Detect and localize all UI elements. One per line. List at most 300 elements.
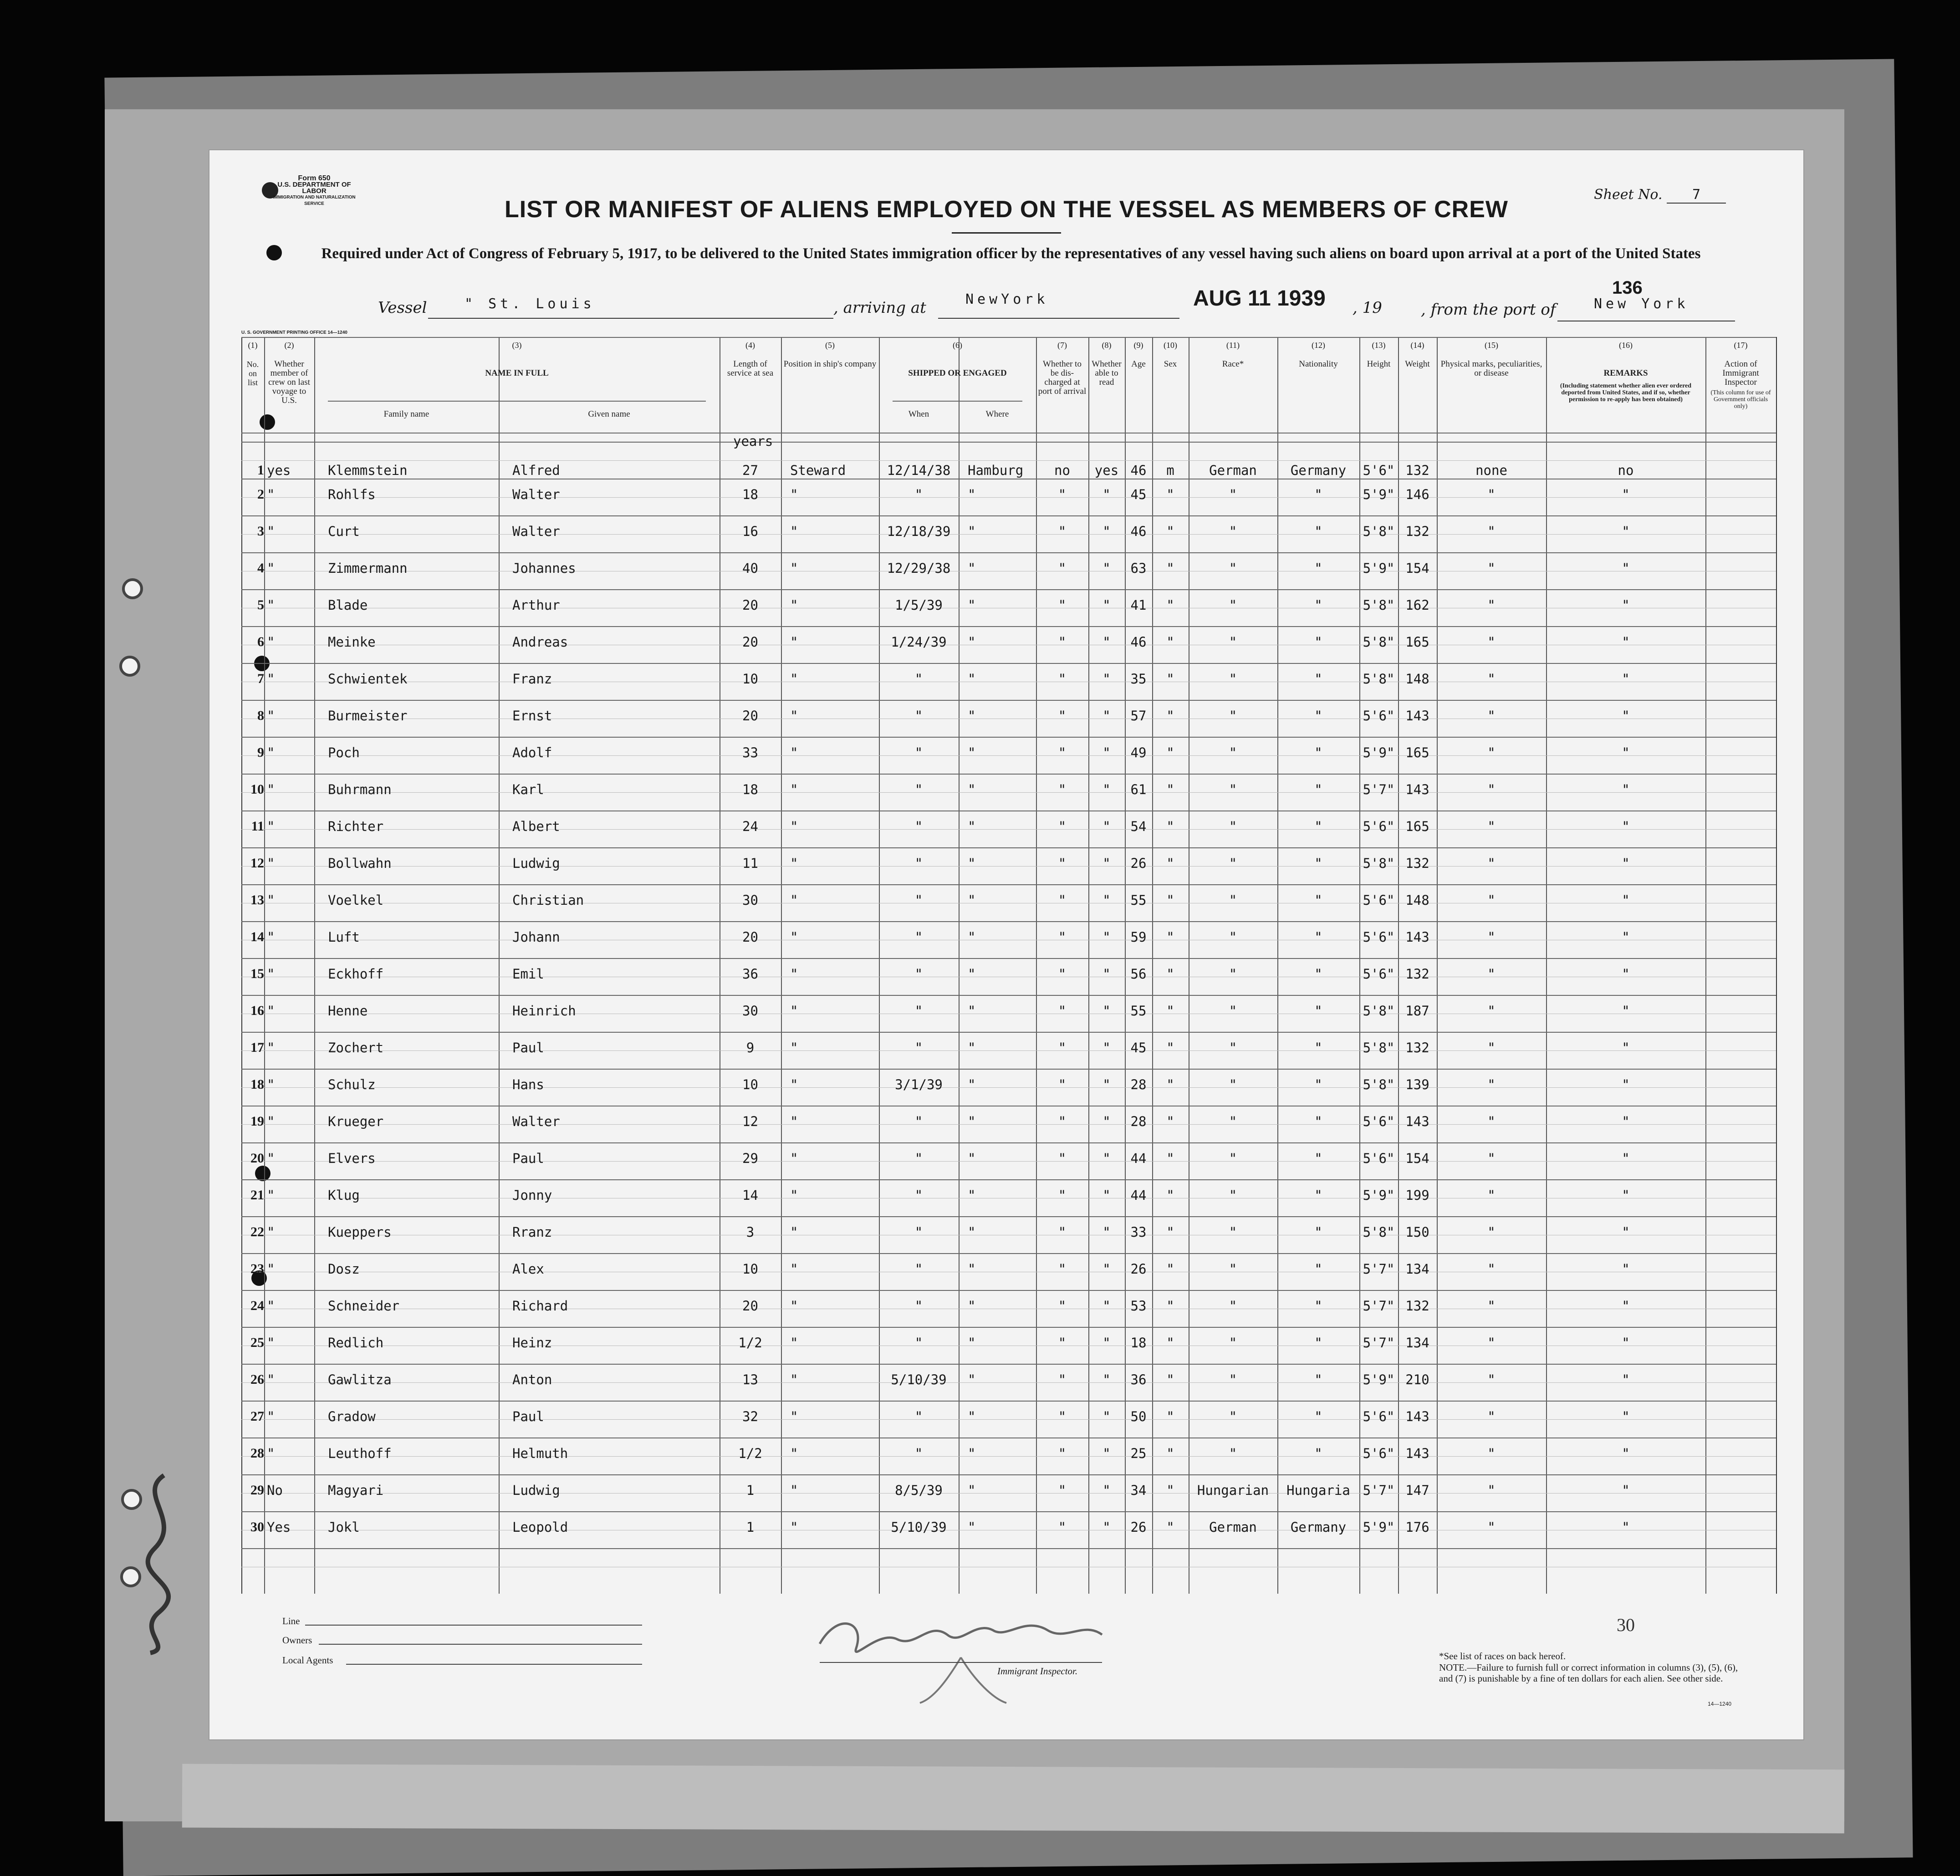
table-cell-family: Rohlfs <box>328 487 376 502</box>
table-cell-remarks: " <box>1622 1335 1630 1351</box>
table-cell-nat: " <box>1314 1003 1322 1019</box>
table-cell-position: " <box>790 634 798 650</box>
table-cell-remarks: " <box>1622 892 1630 908</box>
table-cell-when: " <box>914 892 923 908</box>
table-cell-race: " <box>1229 671 1237 687</box>
vessel-line <box>378 278 1735 323</box>
table-cell-read: " <box>1102 819 1111 834</box>
table-cell-given: Franz <box>512 671 552 687</box>
table-cell-service: 9 <box>746 1040 755 1055</box>
table-cell-disch: " <box>1058 1261 1067 1277</box>
table-cell-service: 1/2 <box>738 1446 762 1461</box>
table-cell-disch: " <box>1058 892 1067 908</box>
table-cell-remarks: " <box>1622 929 1630 945</box>
table-cell-remarks: " <box>1622 1483 1630 1498</box>
table-cell-remarks: " <box>1622 1372 1630 1387</box>
table-cell-no: 19 <box>250 1114 264 1129</box>
table-cell-marks: " <box>1487 745 1496 760</box>
table-cell-position: " <box>790 1003 798 1019</box>
table-cell-weight: 139 <box>1405 1077 1429 1092</box>
table-cell-where: Hamburg <box>968 463 1024 478</box>
grid-column-line <box>314 337 315 1594</box>
column-subnote-inspector: (This column for use of Government officials only) <box>1710 389 1771 410</box>
table-cell-read: " <box>1102 1003 1111 1019</box>
table-cell-given: Albert <box>512 819 560 834</box>
table-cell-remarks: " <box>1622 819 1630 834</box>
grid-row-line <box>241 1364 1776 1365</box>
table-cell-remarks: " <box>1622 1224 1630 1240</box>
column-header-c6: SHIPPED OR ENGAGED <box>908 368 1007 378</box>
table-cell-family: Krueger <box>328 1114 384 1129</box>
table-cell-nat: " <box>1314 708 1322 724</box>
table-cell-where: " <box>968 856 976 871</box>
table-cell-race: " <box>1229 966 1237 982</box>
column-header-c16: REMARKS <box>1603 368 1648 378</box>
column-header-c3: NAME IN FULL <box>485 368 549 378</box>
table-cell-position: " <box>790 1335 798 1351</box>
table-cell-when: 12/18/39 <box>887 524 951 539</box>
binder-hole <box>266 245 282 260</box>
table-cell-given: Richard <box>512 1298 568 1314</box>
table-cell-marks: " <box>1487 782 1496 797</box>
table-cell-read: " <box>1102 487 1111 502</box>
table-cell-crew: " <box>267 1224 275 1240</box>
printing-office-line: U. S. GOVERNMENT PRINTING OFFICE 14—1240 <box>241 330 347 335</box>
table-cell-no: 9 <box>257 745 264 760</box>
table-cell-weight: 132 <box>1405 524 1429 539</box>
grid-row-line <box>241 1290 1776 1291</box>
table-cell-race: German <box>1209 463 1257 478</box>
owners-label: Owners <box>282 1635 312 1646</box>
table-cell-disch: " <box>1058 1151 1067 1166</box>
table-cell-height: 5'7" <box>1363 1335 1395 1351</box>
table-cell-position: " <box>790 1446 798 1461</box>
table-cell-remarks: " <box>1622 1409 1630 1424</box>
table-cell-weight: 147 <box>1405 1483 1429 1498</box>
table-cell-nat: " <box>1314 1446 1322 1461</box>
line-label: Line <box>282 1616 300 1626</box>
column-number-c2: (2) <box>284 341 294 350</box>
table-cell-height: 5'8" <box>1363 1040 1395 1055</box>
table-cell-remarks: " <box>1622 745 1630 760</box>
table-cell-service: 16 <box>742 524 758 539</box>
table-cell-remarks: " <box>1622 1188 1630 1203</box>
table-cell-given: Andreas <box>512 634 568 650</box>
table-cell-disch: " <box>1058 1446 1067 1461</box>
table-cell-family: Blade <box>328 597 368 613</box>
table-cell-when: " <box>914 1040 923 1055</box>
table-cell-nat: Germany <box>1290 1519 1347 1535</box>
table-cell-when: 5/10/39 <box>891 1372 947 1387</box>
table-cell-remarks: " <box>1622 597 1630 613</box>
margin-handwritten-number: 30 <box>1617 1615 1635 1635</box>
page-subtitle: Required under Act of Congress of February 5, 1917, to be delivered to the United States immigration officer by the representatives of any vessel having such aliens on board upon arrival at a port of the United States <box>321 245 1701 262</box>
table-cell-when: " <box>914 1114 923 1129</box>
table-cell-sex: " <box>1166 1335 1174 1351</box>
table-cell-where: " <box>968 1409 976 1424</box>
table-cell-position: " <box>790 708 798 724</box>
grid-row-line <box>241 1179 1776 1180</box>
table-cell-given: Ludwig <box>512 1483 560 1498</box>
table-cell-sex: " <box>1166 1151 1174 1166</box>
table-cell-position: Steward <box>790 463 846 478</box>
table-cell-weight: 146 <box>1405 487 1429 502</box>
table-cell-crew: " <box>267 966 275 982</box>
table-cell-race: " <box>1229 597 1237 613</box>
table-cell-race: " <box>1229 708 1237 724</box>
table-cell-disch: " <box>1058 524 1067 539</box>
table-cell-family: Gawlitza <box>328 1372 392 1387</box>
table-cell-service: 13 <box>742 1372 758 1387</box>
table-cell-when: " <box>914 782 923 797</box>
column-header-c15: Physical marks, peculiarities, or disease <box>1440 359 1542 378</box>
grid-column-line <box>499 337 500 1594</box>
table-cell-disch: " <box>1058 708 1067 724</box>
table-cell-given: Johannes <box>512 561 576 576</box>
table-cell-family: Schulz <box>328 1077 376 1092</box>
table-cell-age: 26 <box>1130 1261 1147 1277</box>
table-cell-where: " <box>968 1188 976 1203</box>
vessel-label: Vessel <box>378 299 427 317</box>
table-cell-read: " <box>1102 929 1111 945</box>
table-cell-age: 28 <box>1130 1114 1147 1129</box>
local-agents-label: Local Agents <box>282 1655 333 1666</box>
table-cell-height: 5'7" <box>1363 1298 1395 1314</box>
table-cell-service: 20 <box>742 634 758 650</box>
column-number-c1: (1) <box>248 341 258 350</box>
table-cell-read: " <box>1102 1114 1111 1129</box>
table-cell-service: 20 <box>742 597 758 613</box>
table-cell-service: 10 <box>742 671 758 687</box>
table-cell-age: 33 <box>1130 1224 1147 1240</box>
table-cell-height: 5'9" <box>1363 487 1395 502</box>
table-cell-position: " <box>790 1188 798 1203</box>
from-port-label: , from the port of <box>1421 301 1556 319</box>
table-cell-family: Zochert <box>328 1040 384 1055</box>
table-cell-read: " <box>1102 1446 1111 1461</box>
table-cell-race: " <box>1229 1114 1237 1129</box>
year-label: , 19 <box>1353 299 1382 317</box>
table-cell-when: " <box>914 1446 923 1461</box>
title-divider <box>952 232 1061 234</box>
table-cell-read: " <box>1102 524 1111 539</box>
table-cell-weight: 143 <box>1405 929 1429 945</box>
table-cell-nat: " <box>1314 634 1322 650</box>
table-cell-marks: " <box>1487 819 1496 834</box>
table-cell-where: " <box>968 1519 976 1535</box>
table-cell-sex: " <box>1166 1040 1174 1055</box>
table-cell-weight: 134 <box>1405 1335 1429 1351</box>
table-cell-weight: 165 <box>1405 819 1429 834</box>
table-cell-crew: " <box>267 782 275 797</box>
table-cell-crew: " <box>267 671 275 687</box>
table-cell-given: Alfred <box>512 463 560 478</box>
table-cell-where: " <box>968 745 976 760</box>
table-cell-when: " <box>914 1003 923 1019</box>
grid-row-line <box>241 1511 1776 1512</box>
table-cell-sex: " <box>1166 745 1174 760</box>
table-cell-given: Jonny <box>512 1188 552 1203</box>
table-cell-read: " <box>1102 561 1111 576</box>
table-cell-given: Hans <box>512 1077 544 1092</box>
table-cell-where: " <box>968 1372 976 1387</box>
table-cell-height: 5'6" <box>1363 1409 1395 1424</box>
table-cell-no: 29 <box>250 1483 264 1498</box>
table-cell-sex: " <box>1166 597 1174 613</box>
table-cell-nat: " <box>1314 1188 1322 1203</box>
table-cell-given: Rranz <box>512 1224 552 1240</box>
table-cell-no: 8 <box>257 708 264 723</box>
column-header-c2: Whether member of crew on last voyage to U.S. <box>268 359 310 405</box>
table-cell-where: " <box>968 892 976 908</box>
grid-row-line <box>241 1142 1776 1143</box>
table-cell-family: Burmeister <box>328 708 408 724</box>
table-cell-where: " <box>968 1446 976 1461</box>
table-cell-service: 10 <box>742 1261 758 1277</box>
table-cell-when: " <box>914 819 923 834</box>
table-cell-race: " <box>1229 1151 1237 1166</box>
table-cell-given: Paul <box>512 1409 544 1424</box>
table-cell-given: Anton <box>512 1372 552 1387</box>
table-cell-where: " <box>968 1077 976 1092</box>
column-number-c14: (14) <box>1410 341 1424 350</box>
table-cell-race: " <box>1229 1040 1237 1055</box>
table-cell-service: 1 <box>746 1483 755 1498</box>
table-cell-no: 30 <box>250 1519 264 1534</box>
grid-row-line <box>241 1032 1776 1033</box>
table-cell-remarks: " <box>1622 782 1630 797</box>
table-cell-read: " <box>1102 1409 1111 1424</box>
grid-row-line <box>241 1327 1776 1328</box>
table-cell-sex: m <box>1166 463 1174 478</box>
table-cell-read: " <box>1102 671 1111 687</box>
column-header-c5: Position in ship's company <box>783 359 877 369</box>
table-cell-sex: " <box>1166 634 1174 650</box>
table-cell-service: 29 <box>742 1151 758 1166</box>
table-cell-disch: " <box>1058 782 1067 797</box>
table-cell-position: " <box>790 782 798 797</box>
table-cell-nat: " <box>1314 1298 1322 1314</box>
table-cell-disch: " <box>1058 1372 1067 1387</box>
table-cell-marks: " <box>1487 1224 1496 1240</box>
table-cell-remarks: " <box>1622 1261 1630 1277</box>
column-number-c12: (12) <box>1312 341 1325 350</box>
table-cell-given: Christian <box>512 892 584 908</box>
table-cell-disch: " <box>1058 819 1067 834</box>
table-cell-crew: " <box>267 1372 275 1387</box>
table-cell-marks: " <box>1487 892 1496 908</box>
column-number-c13: (13) <box>1372 341 1386 350</box>
table-cell-sex: " <box>1166 1372 1174 1387</box>
table-cell-family: Elvers <box>328 1151 376 1166</box>
table-cell-age: 44 <box>1130 1188 1147 1203</box>
table-cell-height: 5'7" <box>1363 782 1395 797</box>
table-cell-age: 35 <box>1130 671 1147 687</box>
table-cell-marks: " <box>1487 1040 1496 1055</box>
table-cell-race: " <box>1229 1409 1237 1424</box>
table-cell-weight: 143 <box>1405 1409 1429 1424</box>
table-cell-when: " <box>914 1261 923 1277</box>
table-cell-remarks: " <box>1622 1519 1630 1535</box>
header-group-rule <box>893 401 1022 402</box>
table-cell-when: 12/14/38 <box>887 463 951 478</box>
grid-row-line <box>241 700 1776 701</box>
arrival-date-stamp: AUG 11 1939 <box>1193 286 1326 311</box>
from-port: New York <box>1594 296 1689 312</box>
crew-manifest-form <box>209 150 1803 1739</box>
table-cell-crew: " <box>267 1188 275 1203</box>
grid-row-line <box>241 921 1776 922</box>
table-cell-race: " <box>1229 1446 1237 1461</box>
table-cell-read: " <box>1102 1335 1111 1351</box>
table-cell-crew: " <box>267 856 275 871</box>
table-cell-position: " <box>790 1261 798 1277</box>
table-cell-given: Heinrich <box>512 1003 576 1019</box>
table-cell-family: Poch <box>328 745 360 760</box>
table-cell-age: 59 <box>1130 929 1147 945</box>
table-cell-nat: " <box>1314 819 1322 834</box>
table-cell-age: 57 <box>1130 708 1147 724</box>
table-cell-service: 1 <box>746 1519 755 1535</box>
table-cell-age: 50 <box>1130 1409 1147 1424</box>
table-cell-weight: 143 <box>1405 708 1429 724</box>
sheet-number-label: Sheet No. <box>1594 187 1663 203</box>
column-number-c11: (11) <box>1226 341 1240 350</box>
table-cell-position: " <box>790 1151 798 1166</box>
table-cell-crew: " <box>267 1151 275 1166</box>
table-cell-nat: " <box>1314 487 1322 502</box>
table-cell-age: 49 <box>1130 745 1147 760</box>
table-cell-when: " <box>914 1224 923 1240</box>
table-cell-given: Adolf <box>512 745 552 760</box>
table-cell-age: 53 <box>1130 1298 1147 1314</box>
table-cell-weight: 162 <box>1405 597 1429 613</box>
table-cell-service: 24 <box>742 819 758 834</box>
table-cell-nat: " <box>1314 892 1322 908</box>
table-cell-where: " <box>968 1483 976 1498</box>
table-cell-service: 14 <box>742 1188 758 1203</box>
table-cell-when: " <box>914 1188 923 1203</box>
arriving-port: NewYork <box>965 291 1049 307</box>
table-cell-family: Eckhoff <box>328 966 384 982</box>
table-cell-when: " <box>914 856 923 871</box>
table-cell-nat: " <box>1314 1335 1322 1351</box>
table-cell-remarks: " <box>1622 966 1630 982</box>
table-cell-age: 55 <box>1130 1003 1147 1019</box>
table-cell-height: 5'8" <box>1363 1077 1395 1092</box>
table-cell-weight: 132 <box>1405 856 1429 871</box>
column-header-c9: Age <box>1131 359 1146 369</box>
table-cell-given: Walter <box>512 1114 560 1129</box>
grid-row-line <box>241 337 1776 338</box>
table-cell-when: " <box>914 1335 923 1351</box>
table-cell-marks: " <box>1487 1446 1496 1461</box>
grid-column-line <box>781 337 782 1594</box>
table-cell-height: 5'6" <box>1363 819 1395 834</box>
table-cell-remarks: " <box>1622 708 1630 724</box>
column-number-c7: (7) <box>1057 341 1067 350</box>
table-cell-disch: " <box>1058 1040 1067 1055</box>
table-cell-height: 5'6" <box>1363 463 1395 478</box>
table-cell-sex: " <box>1166 671 1174 687</box>
table-cell-family: Luft <box>328 929 360 945</box>
table-cell-disch: " <box>1058 1077 1067 1092</box>
table-cell-marks: " <box>1487 597 1496 613</box>
table-cell-where: " <box>968 708 976 724</box>
table-cell-disch: " <box>1058 1335 1067 1351</box>
table-cell-given: Emil <box>512 966 544 982</box>
background-sheet-bottom <box>182 1764 1844 1834</box>
table-cell-age: 28 <box>1130 1077 1147 1092</box>
table-cell-race: " <box>1229 634 1237 650</box>
table-cell-crew: " <box>267 1077 275 1092</box>
table-cell-marks: " <box>1487 1298 1496 1314</box>
table-cell-race: " <box>1229 1188 1237 1203</box>
table-cell-where: " <box>968 1335 976 1351</box>
table-cell-age: 55 <box>1130 892 1147 908</box>
table-cell-crew: " <box>267 1003 275 1019</box>
table-cell-no: 11 <box>251 819 264 834</box>
column-subheader-where: Where <box>985 409 1009 419</box>
table-cell-crew: " <box>267 1298 275 1314</box>
table-cell-given: Heinz <box>512 1335 552 1351</box>
table-cell-given: Ernst <box>512 708 552 724</box>
table-cell-sex: " <box>1166 1003 1174 1019</box>
table-cell-no: 22 <box>250 1224 264 1239</box>
table-cell-where: " <box>968 1040 976 1055</box>
table-cell-height: 5'8" <box>1363 856 1395 871</box>
table-cell-race: Hungarian <box>1197 1483 1269 1498</box>
table-cell-marks: " <box>1487 524 1496 539</box>
column-header-c10: Sex <box>1164 359 1177 369</box>
grid-row-line <box>241 663 1776 664</box>
page-title: LIST OR MANIFEST OF ALIENS EMPLOYED ON THE VESSEL AS MEMBERS OF CREW <box>505 196 1508 223</box>
table-cell-where: " <box>968 819 976 834</box>
table-cell-position: " <box>790 856 798 871</box>
table-cell-race: " <box>1229 929 1237 945</box>
table-cell-nat: " <box>1314 966 1322 982</box>
table-cell-height: 5'8" <box>1363 1224 1395 1240</box>
table-cell-disch: " <box>1058 966 1067 982</box>
table-cell-remarks: " <box>1622 524 1630 539</box>
table-cell-sex: " <box>1166 1409 1174 1424</box>
table-cell-read: " <box>1102 1298 1111 1314</box>
column-subheader-when: When <box>908 409 929 419</box>
table-cell-remarks: " <box>1622 1003 1630 1019</box>
table-cell-service: 18 <box>742 782 758 797</box>
table-cell-marks: " <box>1487 1151 1496 1166</box>
column-header-c17: Action of Immigrant Inspector <box>1722 359 1759 387</box>
punch-hole <box>119 656 140 677</box>
table-cell-weight: 148 <box>1405 892 1429 908</box>
table-cell-weight: 210 <box>1405 1372 1429 1387</box>
table-cell-crew: " <box>267 929 275 945</box>
table-cell-race: " <box>1229 1335 1237 1351</box>
table-cell-crew: " <box>267 634 275 650</box>
column-header-c4: Length of service at sea <box>727 359 774 378</box>
table-cell-disch: " <box>1058 856 1067 871</box>
table-cell-where: " <box>968 524 976 539</box>
table-cell-remarks: " <box>1622 1040 1630 1055</box>
column-header-c8: Whether able to read <box>1092 359 1122 387</box>
table-cell-family: Kueppers <box>328 1224 392 1240</box>
column-subheader-family-name: Family name <box>383 409 429 419</box>
table-cell-weight: 143 <box>1405 1114 1429 1129</box>
table-cell-age: 45 <box>1130 487 1147 502</box>
table-cell-height: 5'6" <box>1363 966 1395 982</box>
table-cell-weight: 134 <box>1405 1261 1429 1277</box>
table-cell-sex: " <box>1166 487 1174 502</box>
